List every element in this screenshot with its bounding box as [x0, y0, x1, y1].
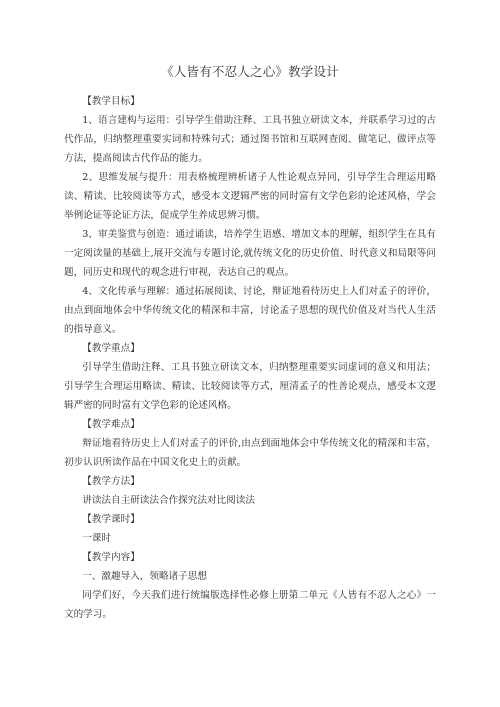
class-hours-paragraph: 一课时 [82, 533, 112, 544]
section-heading-content: 【教学内容】 [82, 552, 140, 563]
section-heading-methods: 【教学方法】 [82, 476, 140, 487]
goal-paragraph-3: 3、审美鉴赏与创造：通过诵读，培养学生语感、增加文本的理解，组织学生在具有一定阅读量的基础上,展开交流与专题讨论,就传统文化的历史价值、时代意义和局限等问题，同历史和现代的观念进行审视，表达自己的观点。 [64, 229, 436, 278]
section-heading-class-hours: 【教学课时】 [82, 514, 140, 525]
methods-paragraph: 讲读法自主研读法合作探究法对比阅读法 [82, 495, 255, 506]
section-heading-key-points: 【教学重点】 [82, 343, 140, 354]
difficulty-paragraph: 辩证地看待历史上人们对孟子的评价,由点到面地体会中华传统文化的精深和丰富，初步认识所读作品在中国文化史上的贡献。 [64, 438, 436, 468]
goal-paragraph-4: 4、文化传承与理解：通过拓展阅读、讨论，辩证地看待历史上人们对孟子的评价，由点到面地体会中华传统文化的精深和丰富，讨论孟子思想的现代价值及对当代人生活的指导意义。 [64, 286, 436, 335]
goal-paragraph-1: 1、语言建构与运用：引导学生借助注释、工具书独立研读文本，并联系学习过的古代作品，归纳整理重要实词和特殊句式；通过图书馆和互联网查阅、做笔记、做评点等方法，提高阅读古代作品的能力。 [64, 115, 436, 164]
content-subheading: 一、激趣导入，领略诸子思想 [82, 571, 207, 582]
section-heading-goals: 【教学目标】 [82, 96, 140, 107]
document-title: 《人皆有不忍人之心》教学设计 [161, 64, 339, 79]
key-points-paragraph: 引导学生借助注释、工具书独立研读文本，归纳整理重要实词虚词的意义和用法；引导学生合理运用略读、精读、比较阅读等方式，厘清孟子的性善论观点，感受本文逻辑严密的同时富有文学色彩的论述风格。 [64, 362, 436, 411]
goal-paragraph-2: 2、思维发展与提升：用表格梳理辨析诸子人性论观点异同，引导学生合理运用略读、精读、比较阅读等方式，感受本文逻辑严密的同时富有文学色彩的论述风格，学会举例论证等论证方法，促成学生养成思辨习惯。 [64, 172, 436, 221]
content-paragraph: 同学们好，今天我们进行统编版选择性必修上册第二单元《人皆有不忍人之心》一文的学习。 [64, 590, 436, 620]
section-heading-difficulty: 【教学难点】 [82, 419, 140, 430]
document-body [64, 92, 436, 624]
